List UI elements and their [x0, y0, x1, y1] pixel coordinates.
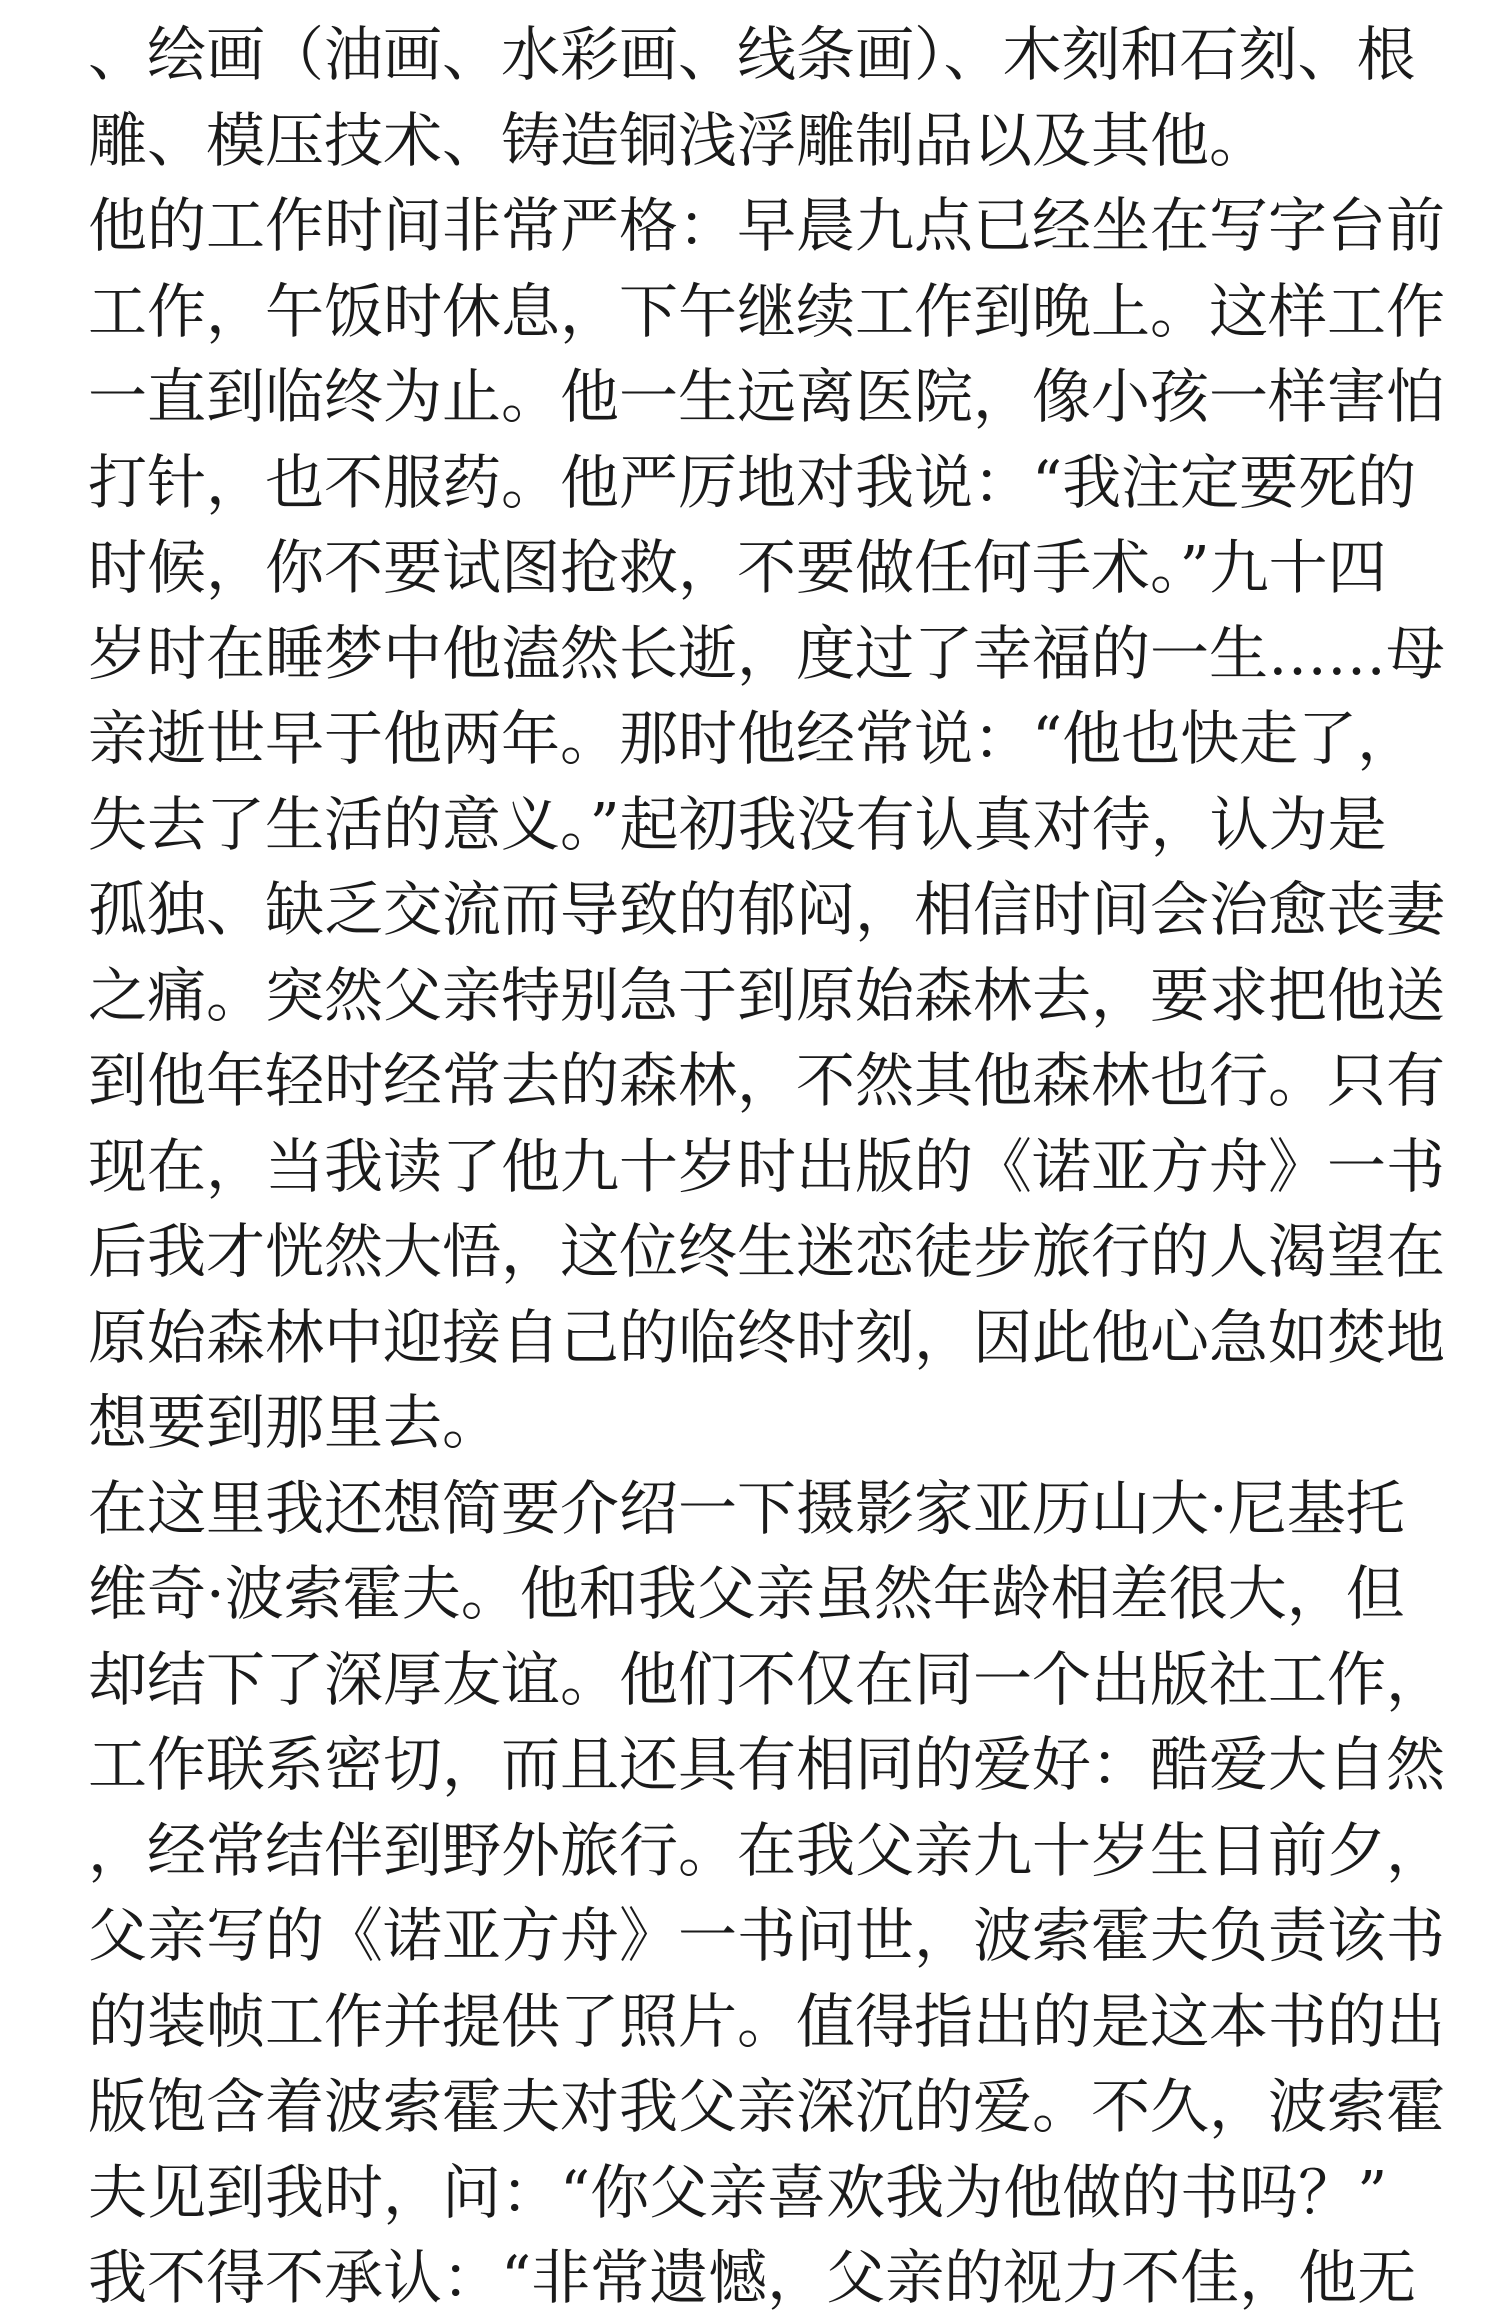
text-line: 亲逝世早于他两年。那时他经常说：“他也快走了，: [88, 704, 1417, 773]
text-line: 到他年轻时经常去的森林，不然其他森林也行。只有: [88, 1046, 1446, 1115]
text-line: 的装帧工作并提供了照片。值得指出的是这本书的出: [88, 1986, 1446, 2056]
text-line: 却结下了深厚友谊。他们不仅在同一个出版社工作，: [88, 1644, 1446, 1714]
text-line: 我不得不承认：“非常遗憾，父亲的视力不佳，他无: [88, 2243, 1417, 2312]
text-line: 雕、模压技术、铸造铜浅浮雕制品以及其他。: [88, 105, 1269, 175]
text-line: 打针，也不服药。他严厉地对我说：“我注定要死的: [88, 447, 1417, 517]
text-line: 现在，当我读了他九十岁时出版的《诺亚方舟》一书: [88, 1131, 1446, 1201]
text-line: 、绘画（油画、水彩画、线条画）、木刻和石刻、根: [88, 20, 1416, 89]
text-line: 他的工作时间非常严格：早晨九点已经坐在写字台前: [88, 191, 1446, 260]
text-line: 后我才恍然大悟，这位终生迷恋徒步旅行的人渴望在: [88, 1217, 1446, 1286]
text-line: ，经常结伴到野外旅行。在我父亲九十岁生日前夕，: [88, 1815, 1446, 1885]
text-line: 工作，午饭时休息，下午继续工作到晚上。这样工作: [88, 276, 1446, 346]
text-line: 孤独、缺乏交流而导致的郁闷，相信时间会治愈丧妻: [88, 875, 1446, 944]
text-line: 版饱含着波索霍夫对我父亲深沉的爱。不久，波索霍: [88, 2072, 1446, 2141]
text-line: 维奇·波索霍夫。他和我父亲虽然年龄相差很大，但: [88, 1559, 1405, 1628]
text-line: 工作联系密切，而且还具有相同的爱好：酷爱大自然: [88, 1730, 1446, 1799]
text-line: 父亲写的《诺亚方舟》一书问世，波索霍夫负责该书: [88, 1901, 1446, 1970]
text-line: 时候，你不要试图抢救，不要做任何手术。”九十四: [88, 533, 1387, 602]
text-line: 在这里我还想简要介绍一下摄影家亚历山大·尼基托: [88, 1473, 1405, 1543]
text-line: 失去了生活的意义。”起初我没有认真对待，认为是: [88, 789, 1387, 859]
text-line: 夫见到我时，问：“你父亲喜欢我为他做的书吗？”: [88, 2157, 1388, 2227]
text-line: 之痛。突然父亲特别急于到原始森林去，要求把他送: [88, 960, 1446, 1030]
text-line: 想要到那里去。: [88, 1388, 502, 1457]
text-line: 岁时在睡梦中他溘然长逝，度过了幸福的一生……母: [88, 618, 1446, 688]
text-line: 一直到临终为止。他一生远离医院，像小孩一样害怕: [88, 362, 1446, 431]
text-line: 原始森林中迎接自己的临终时刻，因此他心急如焚地: [88, 1302, 1446, 1372]
body-text: [88, 12, 1446, 2321]
